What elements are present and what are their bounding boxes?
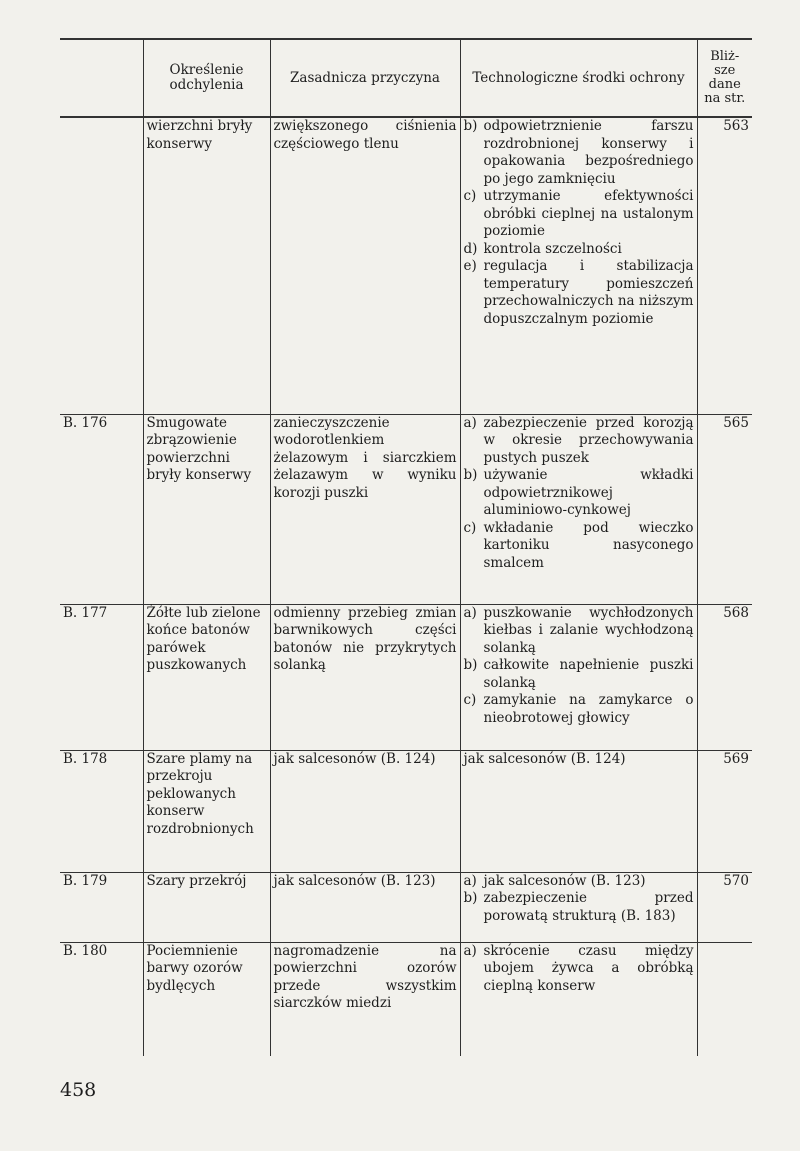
means-letter: a) [463, 942, 477, 959]
means-letter: b) [463, 657, 478, 673]
row-page: 565 [697, 414, 752, 604]
means-item [464, 241, 694, 259]
row-means [460, 414, 697, 604]
header-means: Technologiczne środki ochrony [460, 39, 697, 117]
row-code: B. 180 [60, 942, 143, 1056]
row-means [460, 117, 697, 414]
row-page [697, 942, 752, 1056]
row-means [460, 942, 697, 1056]
table-row [60, 942, 752, 1056]
means-text: jak salcesonów (B. 124) [463, 750, 626, 767]
table-row [60, 750, 752, 872]
header-deviation: Określenie odchylenia [143, 39, 270, 117]
means-text: zamykanie na zamykarce o nieobrotowej głowicy [483, 692, 694, 726]
row-cause: zanieczyszczenie wodorotlenkiem żelazowym i siarczkiem żelazawym w wyniku korozji puszki [270, 414, 460, 604]
row-cause: jak salcesonów (B. 124) [270, 750, 460, 872]
means-item [464, 520, 694, 573]
means-item [464, 467, 694, 520]
means-letter: b) [463, 890, 478, 906]
means-text: kontrola szczelności [483, 240, 622, 257]
means-item [464, 657, 694, 692]
row-code: B. 178 [60, 750, 143, 872]
means-letter: d) [463, 240, 478, 257]
table-row [60, 604, 752, 750]
means-text: skrócenie czasu między ubojem żywca a obróbką cieplną konserw [483, 942, 694, 994]
header-page-line-2: sze [714, 63, 736, 78]
row-code: B. 179 [60, 872, 143, 942]
header-page [697, 39, 752, 117]
row-cause: nagromadzenie na powierzchni ozorów przede wszystkim siarczków miedzi [270, 942, 460, 1056]
means-text: całkowite napełnienie puszki solanką [483, 657, 694, 691]
means-letter: c) [463, 188, 477, 204]
row-cause: jak salcesonów (B. 123) [270, 872, 460, 942]
means-letter: a) [463, 872, 477, 889]
means-text: zabezpieczenie przed korozją w okresie przechowywania pustych puszek [483, 414, 694, 466]
row-code: B. 176 [60, 414, 143, 604]
row-deviation: Pociemnienie barwy ozorów bydlęcych [143, 942, 270, 1056]
table-row [60, 117, 752, 414]
means-item [464, 118, 694, 188]
row-code: B. 177 [60, 604, 143, 750]
means-letter: c) [463, 692, 477, 708]
means-letter: a) [463, 604, 477, 621]
means-item [464, 188, 694, 241]
table-row [60, 872, 752, 942]
header-code [60, 39, 143, 117]
means-text: utrzymanie efektywności obróbki cieplnej na ustalonym poziomie [483, 188, 694, 239]
means-text: używanie wkładki odpowietrznikowej aluminiowo-cynkowej [483, 467, 694, 518]
means-text: regulacja i stabilizacja temperatury pomieszczeń przechowalniczych na niższym dopuszczalnym poziomie [483, 258, 694, 327]
table-header-row [60, 39, 752, 117]
row-means [460, 872, 697, 942]
means-letter: b) [463, 467, 478, 483]
means-item [464, 890, 694, 925]
means-item [464, 943, 694, 996]
means-text: wkładanie pod wieczko kartoniku nasyconego smalcem [483, 519, 694, 571]
row-page: 570 [697, 872, 752, 942]
header-page-line-3: dane [708, 77, 741, 92]
row-deviation: Szare plamy na przekroju peklowanych konserw rozdrobnionych [143, 750, 270, 872]
row-page: 568 [697, 604, 752, 750]
page-number: 458 [60, 1079, 97, 1101]
row-cause: odmienny przebieg zmian barwnikowych części batonów nie przykrytych solanką [270, 604, 460, 750]
row-page: 569 [697, 750, 752, 872]
means-item [464, 751, 694, 769]
means-letter: c) [463, 519, 477, 536]
means-letter: b) [463, 118, 478, 134]
means-text: zabezpieczenie przed porowatą strukturą (B. 183) [483, 890, 694, 924]
row-means [460, 604, 697, 750]
means-letter: a) [463, 414, 477, 431]
means-text: jak salcesonów (B. 123) [483, 872, 646, 889]
means-item [464, 692, 694, 727]
table-row [60, 414, 752, 604]
header-page-line-1: Bliż- [710, 49, 740, 64]
row-code [60, 117, 143, 414]
row-deviation: Smugowate zbrązowienie powierzchni bryły konserwy [143, 414, 270, 604]
row-means [460, 750, 697, 872]
deviation-table [60, 38, 752, 1056]
row-page: 563 [697, 117, 752, 414]
row-deviation: Szary przekrój [143, 872, 270, 942]
means-item [464, 873, 694, 891]
means-item [464, 605, 694, 658]
row-deviation: wierzchni bryły konserwy [143, 117, 270, 414]
means-text: odpowietrznienie farszu rozdrobnionej konserwy i opakowania bezpośredniego po jego zamknięciu [483, 118, 694, 187]
row-deviation: Żółte lub zielone końce batonów parówek puszkowanych [143, 604, 270, 750]
header-page-line-4: na str. [704, 91, 746, 106]
means-item [464, 415, 694, 468]
header-cause: Zasadnicza przyczyna [270, 39, 460, 117]
means-text: puszkowanie wychłodzonych kiełbas i zalanie wychłodzoną solanką [483, 604, 694, 656]
means-letter: e) [463, 258, 477, 274]
means-item [464, 258, 694, 328]
row-cause: zwiększonego ciśnienia częściowego tlenu [270, 117, 460, 414]
